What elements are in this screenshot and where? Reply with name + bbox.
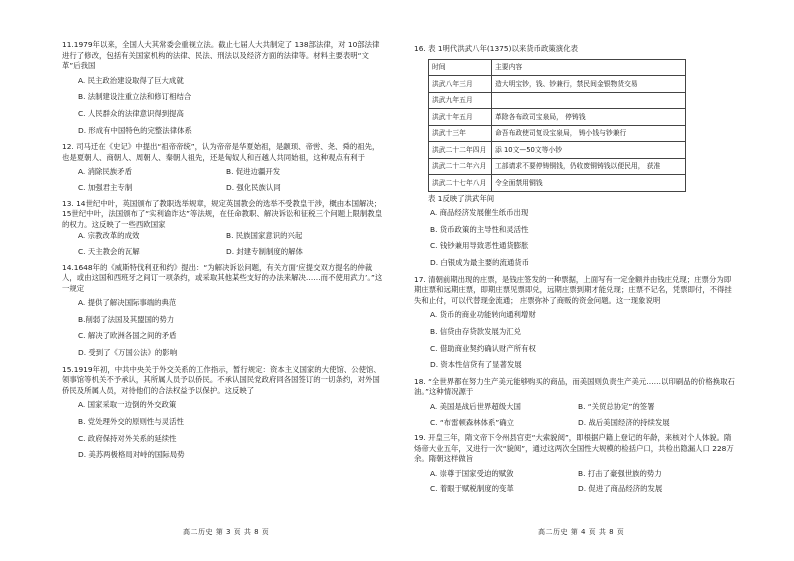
option-a: A. 美国是战后世界超级大国 xyxy=(430,401,521,411)
table-row xyxy=(429,175,686,192)
option-a: A. 宗教改革的成效 xyxy=(78,231,140,241)
table-cell: 洪武九年五月 xyxy=(429,92,492,109)
option-c: C. 着眼于赋税制度的变革 xyxy=(430,484,514,494)
table-header-cell: 时间 xyxy=(429,59,492,76)
option-c: C. 解决了欧洲各国之间的矛盾 xyxy=(78,331,177,341)
table-row xyxy=(429,92,686,109)
option-c: C. 钱钞兼用导致恶性通货膨胀 xyxy=(430,241,529,251)
option-d: D. 封建专制制度的解体 xyxy=(226,246,303,256)
question-stem: 11.1979年以来，全国人大其常委会重视立法。截止七届人大共制定了 138部法律，对 10部法律进行了修改，包括有关国家机构的法律、民法、刑法以及经济方面的法律等。材料主要表明“文革”后我国 xyxy=(62,40,380,71)
question-17 xyxy=(414,275,736,371)
table-cell: 令全面禁用铜钱 xyxy=(492,175,686,192)
table-cell: 革除各布政司宝泉局， 停铸钱 xyxy=(492,109,686,126)
option-c: C. “布雷顿森林体系”确立 xyxy=(430,417,515,427)
option-c: C. 借助商业契约确认财产所有权 xyxy=(430,343,536,353)
question-19 xyxy=(414,433,736,495)
option-d: D. 美苏两极格局对峙的国际局势 xyxy=(78,450,185,460)
option-b: B. 法制建设注重立法和修订相结合 xyxy=(78,92,192,102)
question-stem: 19. 开皇三年，隋文帝下令州县官吏“大索貌阅”，即根据户籍上登记的年龄，来核对个人体貌。隋炀帝大业五年，又进行一次“貌阅”，通过这两次全国性大规模的检括户口，共检出隐漏人口 228万余。隋朝这样做旨 xyxy=(414,433,734,464)
option-d: D. 受到了《万国公法》的影响 xyxy=(78,348,178,358)
option-b: B. 党处理外交的原则性与灵活性 xyxy=(78,417,184,427)
question-stem: 16. 表 1明代洪武八年(1375)以来货币政策演化表 xyxy=(414,44,578,53)
question-stem: 12. 司马迁在《史记》中提出“祖帝帝统”，认为帝帝是华夏始祖，是颛顼、帝喾、尧、舜的祖先，也是夏朝人、商朝人、周朝人、秦朝人祖先，还是匈奴人和百越人共同始祖，这种观点有利于 xyxy=(62,142,380,162)
option-d: D. 白银成为最主要的流通货币 xyxy=(430,257,530,267)
table-header-row xyxy=(429,59,686,76)
table-row xyxy=(429,76,686,93)
table-cell: 洪武二十二年四月 xyxy=(429,142,492,159)
table-cell: 洪武二十七年八月 xyxy=(429,175,492,192)
table-row xyxy=(429,142,686,159)
question-stem: 17. 清朝前期出现的庄票，是钱庄签发的一种票据，上面写有一定金额并由钱庄兑现；庄票分为即期庄票和远期庄票，即期庄票见票即兑，远期庄票到期才能兑现；庄票不记名，凭票即付，不得挂失和止付，可以代替现金流通； 庄票弥补了商贩的资金问题。这一现象说明 xyxy=(414,274,732,305)
table-row xyxy=(429,125,686,142)
option-a: A. 崇尊于国家受迫的赋敛 xyxy=(430,468,514,478)
option-b: B. 民族国家意识的兴起 xyxy=(226,231,303,241)
table-cell: 洪武十三年 xyxy=(429,125,492,142)
left-column xyxy=(62,40,384,467)
table-cell: 洪武二十二年六月 xyxy=(429,158,492,175)
table-cell xyxy=(492,92,686,109)
question-12 xyxy=(62,142,384,193)
question-18 xyxy=(414,377,736,428)
question-16 xyxy=(414,44,736,269)
table-header-cell: 主要内容 xyxy=(492,59,686,76)
page-footer-right: 高二历史 第 4 页 共 8 页 xyxy=(538,528,625,536)
option-c: C. 政府保持对外关系的延续性 xyxy=(78,433,177,443)
option-c: C. 天主教会的瓦解 xyxy=(78,246,140,256)
question-11 xyxy=(62,40,384,136)
table-cell: 造大明宝钞，钱、钞兼行，禁民间金银物货交易 xyxy=(492,76,686,93)
option-d: D. 促进了商品经济的发展 xyxy=(578,484,663,494)
table-caption: 表 1反映了洪武年间 xyxy=(428,193,495,203)
option-a: A. 国家采取一边倒的外交政策 xyxy=(78,400,177,410)
option-a: A. 提供了解决国际事端的典范 xyxy=(78,298,177,308)
page-footer-left: 高二历史 第 3 页 共 8 页 xyxy=(183,528,270,536)
table-row xyxy=(429,109,686,126)
option-b: B.削弱了法国及其盟国的势力 xyxy=(78,314,175,324)
option-a: A. 货币的商业功能转向通利增财 xyxy=(430,310,536,320)
question-15 xyxy=(62,365,384,461)
option-d: D. 形成有中国特色的完整法律体系 xyxy=(78,125,192,135)
table-cell: 工部请求不要停铸铜钱，仍收废铜铸钱以便民用， 获准 xyxy=(492,158,686,175)
question-stem: 13. 14世纪中叶，英国颁布了教职选举规章，规定英国教会的选举不受教皇干涉，概由本国解决；15世纪中叶，法国颁布了“实利谕诈达”等法规，在任命教职、解决诉讼和征税三个问题上限制教皇的权力。这反映了一些西欧国家 xyxy=(62,198,383,229)
option-d: D. 资本性信贷有了显著发展 xyxy=(430,360,522,370)
table-row xyxy=(429,158,686,175)
option-c: C. 人民群众的法律意识得到提高 xyxy=(78,108,184,118)
option-b: B. “关贸总协定”的签署 xyxy=(578,401,655,411)
currency-policy-table xyxy=(428,59,686,192)
question-13 xyxy=(62,199,384,258)
table-cell: 添 10文—50文等小钞 xyxy=(492,142,686,159)
question-stem: 18. “全世界都在努力生产美元能够购买的商品，而美国则负责生产美元……以印刷品的价格换取石油。”这种情况源于 xyxy=(414,376,735,397)
table-cell: 洪武十年五月 xyxy=(429,109,492,126)
table-cell: 命吾布政使司复设宝泉局， 铸小钱与钞兼行 xyxy=(492,125,686,142)
option-a: A. 民主政治建设取得了巨大成就 xyxy=(78,75,184,85)
option-a: A. 商品经济发展催生纸币出现 xyxy=(430,208,529,218)
option-b: B. 促进边疆开发 xyxy=(226,167,281,177)
question-14 xyxy=(62,263,384,359)
question-stem: 14.1648年的《威斯特伐利亚和约》提出：“为解决诉讼问题，有关方面‘应提交双方提名的仲裁人，或由这国和西班牙之间订一项条约，或采取其他某些支好的办法来解决……而不使用武力’。”这一规定 xyxy=(62,262,383,293)
option-b: B. 打击了豪强世族的势力 xyxy=(578,468,662,478)
option-d: D. 战后美国经济的持续发展 xyxy=(578,417,670,427)
option-b: B. 信贷由存贷款发展为汇兑 xyxy=(430,326,522,336)
option-d: D. 强化民族认同 xyxy=(226,182,281,192)
option-c: C. 加强君主专制 xyxy=(78,182,133,192)
option-a: A. 消除民族矛盾 xyxy=(78,167,132,177)
option-b: B. 货币政策的主导性和灵活性 xyxy=(430,224,529,234)
table-cell: 洪武八年三月 xyxy=(429,76,492,93)
question-stem: 15.1919年初，中共中央关于外交关系的工作指示，暂行规定：资本主义国家的大使馆、公使馆、领事馆等机关不予承认，其所属人员予以侨民。不承认国民党政府同各国签订的一切条约，对外国侨民及所属人员，对待他们的合法权益予以保护。这反映了 xyxy=(62,364,381,395)
right-column xyxy=(414,44,736,500)
